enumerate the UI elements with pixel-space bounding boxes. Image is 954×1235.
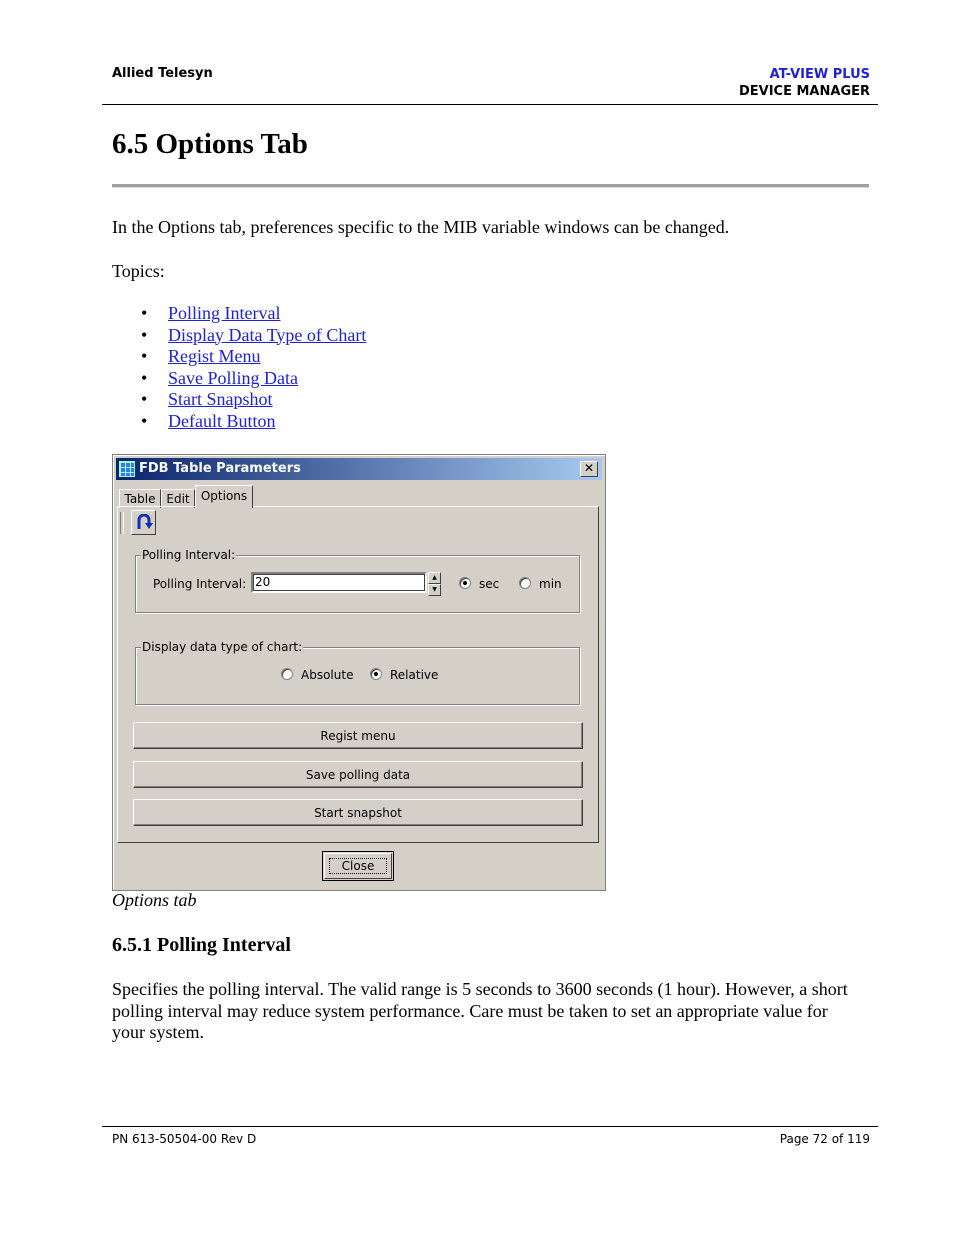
close-button-label: Close: [324, 853, 392, 879]
save-polling-data-button[interactable]: Save polling data: [133, 761, 583, 788]
section-title: 6.5 Options Tab: [112, 128, 308, 160]
header-product-line1: AT-VIEW PLUS: [769, 67, 870, 82]
close-button[interactable]: [322, 851, 394, 881]
table-grid-icon: [119, 461, 135, 477]
unit-sec-label: sec: [479, 577, 500, 591]
bullet-icon: •: [141, 367, 148, 388]
dialog-title: FDB Table Parameters: [139, 461, 301, 476]
list-item: [112, 325, 366, 347]
list-item: [112, 368, 366, 390]
default-button[interactable]: [131, 510, 156, 535]
polling-group-label: Polling Interval:: [142, 548, 236, 562]
polling-interval-spinner[interactable]: [428, 572, 441, 594]
close-icon[interactable]: ✕: [580, 461, 598, 477]
tab-options[interactable]: Options: [195, 485, 253, 508]
chart-absolute-label: Absolute: [301, 668, 354, 682]
header-product: [739, 66, 870, 100]
spin-down-icon[interactable]: ▼: [428, 584, 441, 596]
subsection-title: 6.5.1 Polling Interval: [112, 934, 291, 956]
list-item: [112, 389, 366, 411]
fdb-table-parameters-dialog: [112, 454, 606, 891]
chart-absolute-radio[interactable]: [281, 668, 293, 680]
topic-link-display-data-type[interactable]: Display Data Type of Chart: [168, 324, 367, 345]
list-item: [112, 303, 366, 325]
spin-up-icon[interactable]: ▲: [428, 572, 441, 584]
default-arrow-icon: [135, 514, 153, 532]
footer-part-number: PN 613-50504-00 Rev D: [112, 1132, 257, 1146]
unit-sec-radio[interactable]: [459, 577, 471, 589]
title-rule: [112, 184, 869, 188]
header-company: Allied Telesyn: [112, 66, 213, 81]
tab-edit[interactable]: Edit: [161, 489, 195, 508]
chart-group-label: Display data type of chart:: [142, 640, 303, 654]
focus-rect: [329, 858, 387, 874]
chart-data-type-group: [135, 640, 580, 705]
section-intro: In the Options tab, preferences specific to the MIB variable windows can be changed.: [112, 217, 730, 237]
unit-min-radio[interactable]: [519, 577, 531, 589]
toolbar-separator: [120, 512, 124, 534]
figure-caption: Options tab: [112, 890, 197, 910]
regist-menu-button[interactable]: Regist menu: [133, 722, 583, 749]
bullet-icon: •: [141, 389, 148, 409]
topic-link-polling-interval[interactable]: Polling Interval: [168, 303, 281, 323]
list-item: [112, 411, 366, 433]
bullet-icon: •: [141, 346, 148, 366]
topics-list: [112, 303, 366, 432]
tab-table[interactable]: Table: [119, 489, 161, 508]
subsection-body: Specifies the polling interval. The valid range is 5 seconds to 3600 seconds (1 hour). However, a short polling interval may reduce system performance. Care must be taken to set an appropriate value for your system.: [112, 979, 848, 1042]
bullet-icon: •: [141, 410, 148, 431]
header-product-line2: DEVICE MANAGER: [738, 84, 870, 99]
footer-page-number: Page 72 of 119: [779, 1132, 870, 1146]
header-rule: [102, 104, 878, 105]
topic-link-save-polling-data[interactable]: Save Polling Data: [168, 367, 298, 388]
list-item: [112, 346, 366, 368]
chart-relative-label: Relative: [390, 668, 439, 682]
topics-label: Topics:: [112, 261, 165, 281]
footer-rule: [102, 1126, 878, 1127]
unit-min-label: min: [539, 577, 562, 591]
polling-field-label: Polling Interval:: [153, 577, 247, 591]
bullet-icon: •: [141, 303, 148, 323]
bullet-icon: •: [141, 324, 148, 345]
chart-relative-radio[interactable]: [370, 668, 382, 680]
topic-link-regist-menu[interactable]: Regist Menu: [168, 346, 261, 366]
dialog-titlebar[interactable]: [116, 458, 602, 480]
polling-interval-input[interactable]: 20: [251, 572, 427, 593]
start-snapshot-button[interactable]: Start snapshot: [133, 799, 583, 826]
topic-link-start-snapshot[interactable]: Start Snapshot: [168, 389, 273, 409]
topic-link-default-button[interactable]: Default Button: [168, 410, 276, 431]
